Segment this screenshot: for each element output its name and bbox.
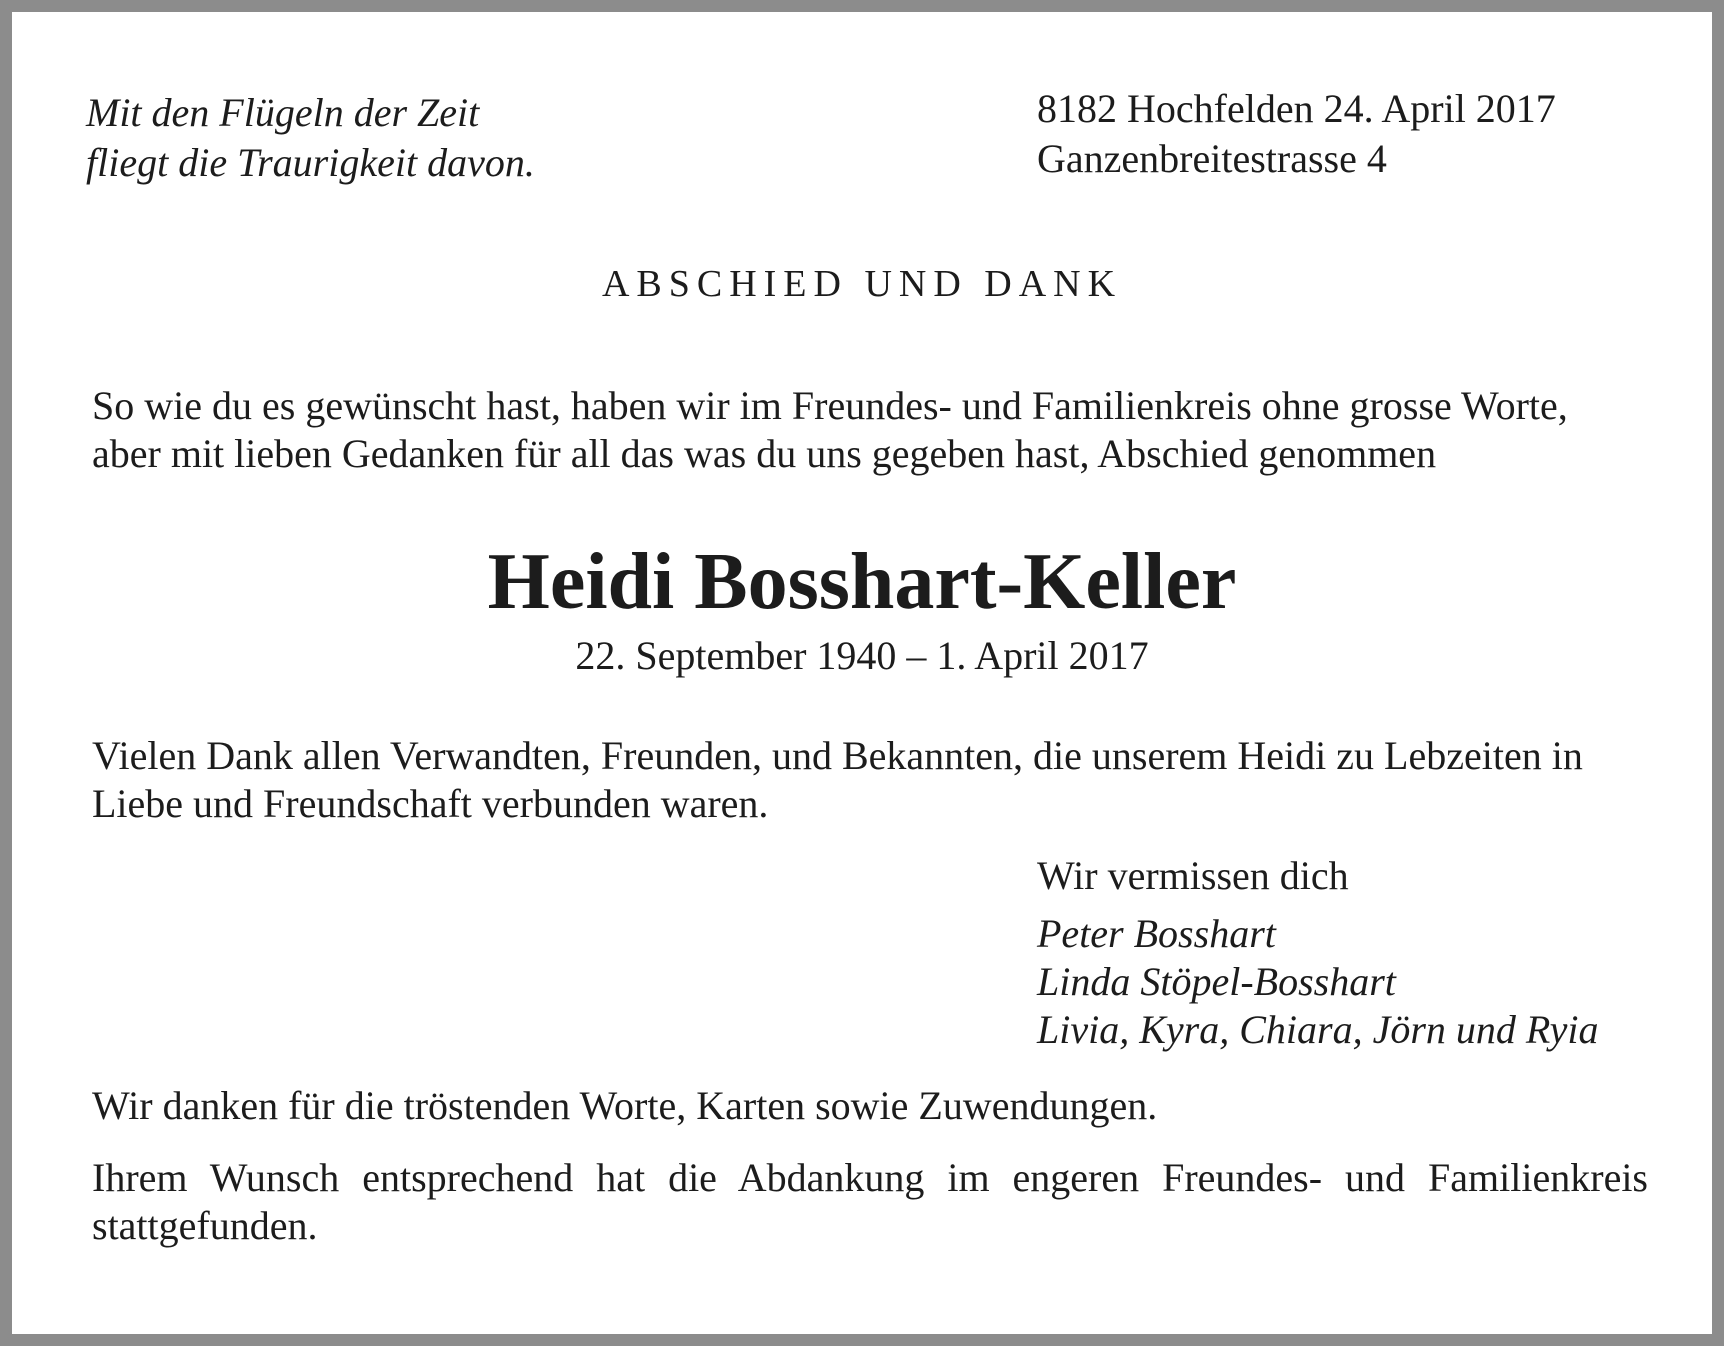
intro-line-1: So wie du es gewünscht hast, haben wir im Freundes- und Familienkreis ohne grosse Worte,	[92, 383, 1568, 428]
street-address: Ganzenbreitestrasse 4	[1037, 136, 1387, 181]
motto	[86, 88, 535, 188]
life-dates: 22. September 1940 – 1. April 2017	[575, 633, 1149, 678]
intro-line-2: aber mit lieben Gedanken für all das was du uns gegeben hast, Abschied genommen	[92, 431, 1437, 476]
closing-text: Wir vermissen dich	[1037, 853, 1349, 898]
thanks-line-2: Liebe und Freundschaft verbunden waren.	[92, 781, 769, 826]
signature-name: Linda Stöpel-Bosshart	[1037, 959, 1396, 1004]
motto-line-1: Mit den Flügeln der Zeit	[86, 90, 480, 135]
thanks-paragraph	[92, 732, 1648, 828]
family-signatures	[1037, 910, 1598, 1054]
signature-name: Peter Bosshart	[1037, 911, 1276, 956]
place-date: 8182 Hochfelden 24. April 2017	[1037, 86, 1556, 131]
condolence-thanks: Wir danken für die tröstenden Worte, Karten sowie Zuwendungen.	[92, 1083, 1158, 1128]
signature-name: Livia, Kyra, Chiara, Jörn und Ryia	[1037, 1007, 1599, 1052]
ceremony-note: Ihrem Wunsch entsprechend hat die Abdankung im engeren Freundes- und Familienkreis stattgefunden.	[92, 1155, 1648, 1248]
deceased-name: Heidi Bosshart-Keller	[487, 538, 1237, 626]
obituary-notice	[12, 12, 1712, 1334]
address-block	[1037, 84, 1556, 184]
thanks-line-1: Vielen Dank allen Verwandten, Freunden, und Bekannten, die unserem Heidi zu Lebzeiten in	[92, 733, 1583, 778]
motto-line-2: fliegt die Traurigkeit davon.	[86, 140, 535, 185]
notice-heading: ABSCHIED UND DANK	[601, 263, 1123, 305]
intro-paragraph	[92, 382, 1648, 478]
